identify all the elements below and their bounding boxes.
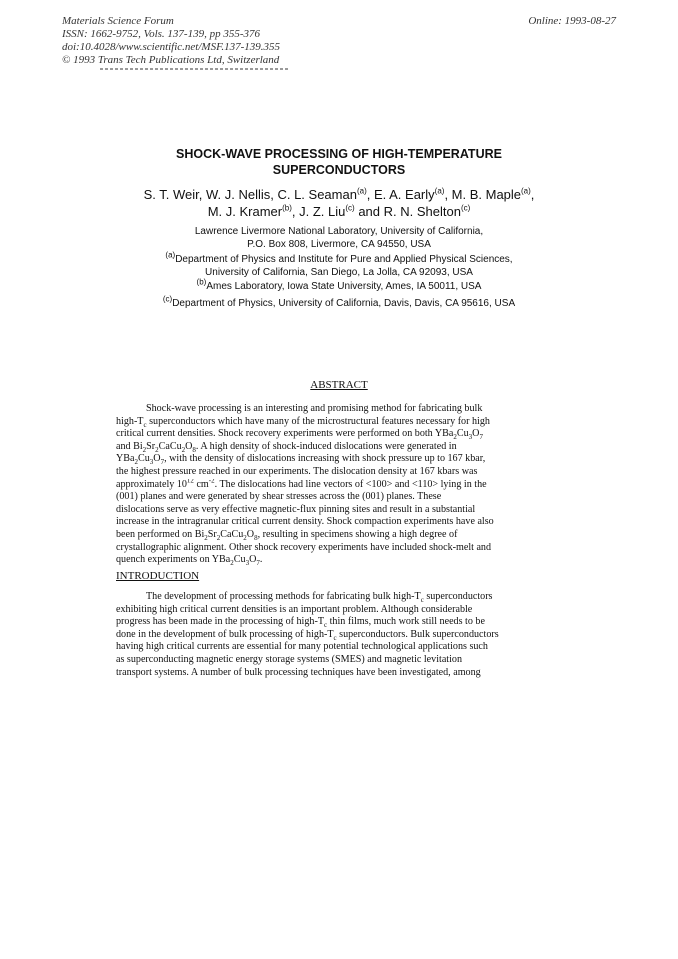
abstract-line: $YBa_2Cu_3O_7$, with the density of dislocations increasing with shock pressure up to 167 kbar,	[116, 453, 486, 466]
intro-line: done in the development of bulk processing of high-$T_c$ superconductors. Bulk superconductors	[116, 628, 499, 642]
copyright-line: © 1993 Trans Tech Publications Ltd, Switzerland	[62, 54, 280, 66]
author-text: S. T. Weir, W. J. Nellis, C. L. Seaman	[143, 187, 357, 202]
affil-marker: (a)	[356, 186, 367, 196]
author-line-1	[0, 186, 678, 203]
abstract-line: dislocations serve as very effective magnetic-flux pinning sites and result in a substantial	[116, 503, 476, 515]
affiliation-text: Department of Physics and Institute for Pure and Applied Physical Sciences,	[175, 254, 513, 265]
affiliation-line: University of California, San Diego, La Jolla, CA 92093, USA	[205, 266, 473, 278]
affil-marker: (a)	[521, 186, 531, 196]
abstract-heading: ABSTRACT	[310, 379, 368, 391]
doi-line: doi:10.4028/www.scientific.net/MSF.137-139.355	[62, 41, 281, 53]
abstract-line: and $Bi_2Sr_2CaCu_2O_8$. A high density of shock-induced dislocations were generated in	[116, 440, 457, 454]
affiliation-text: Department of Physics, University of California, Davis, Davis, CA 95616, USA	[172, 298, 516, 309]
scan-artifact-line	[100, 68, 290, 70]
affiliation-line: P.O. Box 808, Livermore, CA 94550, USA	[247, 238, 431, 250]
abstract-line: quench experiments on $YBa_2Cu_3O_7$.	[116, 554, 263, 567]
abstract-line: crystallographic alignment. Other shock recovery experiments have included shock-melt and	[116, 541, 492, 553]
title-line-2: SUPERCONDUCTORS	[272, 163, 406, 177]
intro-line: exhibiting high critical current densities is an important problem. Although considerable	[116, 603, 473, 615]
intro-line: as superconducting magnetic energy storage systems (SMES) and magnetic levitation	[116, 653, 463, 665]
abstract-line: Shock-wave processing is an interesting and promising method for fabricating bulk	[146, 403, 483, 414]
intro-line: transport systems. A number of bulk processing techniques have been investigated, among	[116, 666, 481, 678]
abstract-line: approximately $10^{12}$ $cm^{-2}$. The dislocations had line vectors of <100> and <110> lying in the	[116, 478, 487, 490]
affiliation-text: Ames Laboratory, Iowa State University, Ames, IA 50011, USA	[206, 281, 482, 292]
affil-marker: (c)	[345, 203, 355, 213]
journal-name: Materials Science Forum	[62, 15, 174, 27]
author-text: , E. A. Early	[366, 187, 435, 202]
author-text: , M. B. Maple	[444, 187, 522, 202]
affiliation-line: Lawrence Livermore National Laboratory, University of California,	[194, 226, 484, 237]
affil-marker: (c)	[460, 203, 471, 213]
introduction-body	[116, 591, 564, 679]
affil-marker: (b)	[282, 203, 292, 213]
affil-marker: (a)	[434, 186, 445, 196]
affiliation-a	[0, 250, 678, 279]
paper-title	[0, 146, 678, 178]
abstract-line: high-$T_c$ superconductors which have many of the microstructural features necessary for high	[116, 415, 490, 429]
abstract-line: increase in the intragranular critical current density. Shock compaction experiments have also	[116, 516, 494, 528]
affil-marker: (b)	[196, 277, 207, 287]
intro-line: The development of processing methods for fabricating bulk high-$T_c$ superconductors	[146, 591, 493, 604]
affiliation-line	[0, 250, 678, 267]
affiliation-line	[0, 277, 678, 294]
affil-marker: (c)	[162, 294, 173, 304]
online-date: Online: 1993-08-27	[528, 15, 616, 27]
abstract-line: been performed on $Bi_2Sr_2CaCu_2O_8$, resulting in specimens showing a high degree of	[116, 528, 458, 542]
author-text: ,	[530, 187, 535, 202]
author-line-2	[0, 203, 678, 220]
author-list	[0, 186, 678, 220]
issn-line: ISSN: 1662-9752, Vols. 137-139, pp 355-376	[62, 28, 260, 40]
abstract-body	[116, 403, 564, 567]
abstract-line: critical current densities. Shock recovery experiments were performed on both $YBa_2Cu_3O_7$	[116, 428, 483, 441]
introduction-heading: INTRODUCTION	[116, 570, 200, 582]
intro-line: progress has been made in the processing of high-$T_c$ thin films, much work still needs to be	[116, 616, 485, 629]
affiliation-b	[0, 277, 678, 294]
affiliation-line	[0, 294, 678, 311]
affiliation-c	[0, 294, 678, 311]
author-text: M. J. Kramer	[207, 204, 283, 219]
affiliation-llnl	[0, 226, 678, 251]
affil-marker: (a)	[165, 250, 176, 260]
abstract-line: the highest pressure reached in our experiments. The dislocation density at 167 kbars was	[116, 465, 478, 477]
citation-block	[62, 15, 280, 67]
author-text: and R. N. Shelton	[354, 204, 461, 219]
author-text: , J. Z. Liu	[291, 204, 346, 219]
title-line-1: SHOCK-WAVE PROCESSING OF HIGH-TEMPERATURE	[176, 147, 502, 161]
intro-line: having high critical currents are essential for many potential technological applications such	[116, 641, 488, 653]
abstract-line: (001) planes and were generated by shear stresses across the (001) planes. These	[116, 491, 442, 503]
